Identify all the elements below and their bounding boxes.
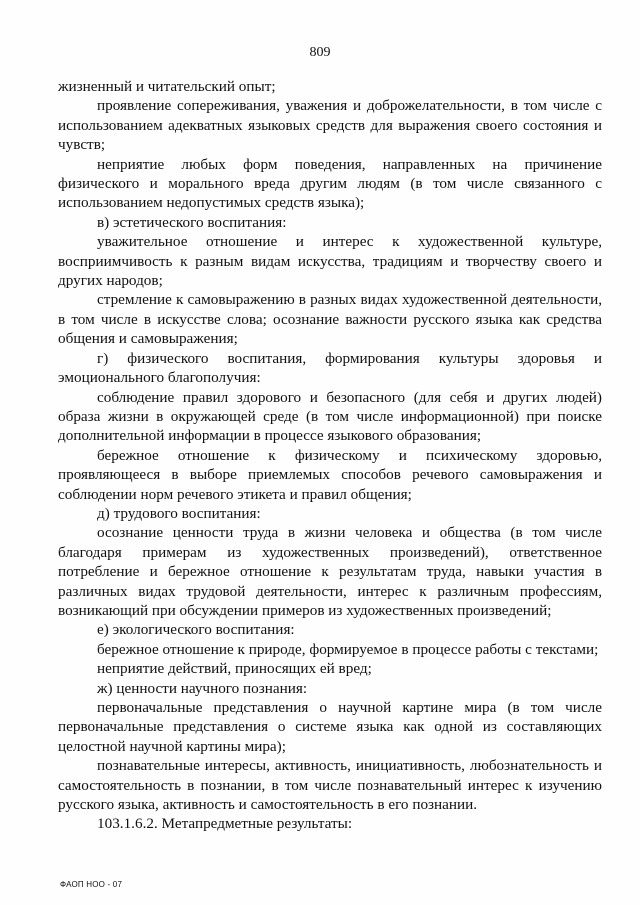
page-number: 809	[309, 45, 331, 60]
paragraph: неприятие действий, приносящих ей вред;	[97, 660, 372, 678]
paragraph: бережное отношение к природе, формируемое в процессе работы с текстами;	[97, 640, 599, 658]
section-heading: д) трудового воспитания:	[97, 504, 261, 522]
paragraph: стремление к самовыражению в разных видах художественной деятельности, в том числе в искусстве слова; осознание важности русского языка как средства общения и самовыражения;	[58, 291, 602, 348]
section-heading: ж) ценности научного познания:	[97, 679, 308, 697]
paragraph: проявление сопереживания, уважения и доброжелательности, в том числе с использованием адекватных языковых средств для выражения своего состояния и чувств;	[58, 97, 602, 154]
section-heading: в) эстетического воспитания:	[97, 213, 287, 231]
paragraph: неприятие любых форм поведения, направленных на причинение физического и морального вреда другим людям (в том числе связанного с использованием недопустимых средств языка);	[58, 155, 602, 212]
document-footer: ФАОП НОО - 07	[60, 880, 123, 889]
paragraph: соблюдение правил здорового и безопасного (для себя и других людей) образа жизни в окружающей среде (в том числе информационной) при поиске дополнительной информации в процессе языкового образования;	[58, 388, 602, 445]
paragraph: познавательные интересы, активность, инициативность, любознательность и самостоятельность в познании, в том числе познавательный интерес к изучению русского языка, активность и самостоятельность в его познании.	[58, 757, 602, 814]
paragraph: жизненный и читательский опыт;	[58, 78, 276, 95]
paragraph: бережное отношение к физическому и психическому здоровью, проявляющееся в выборе приемлемых способов речевого самовыражения и соблюдении норм речевого этикета и правил общения;	[58, 446, 602, 503]
paragraph: уважительное отношение и интерес к художественной культуре, восприимчивость к разным видам искусства, традициям и творчеству своего и других народов;	[58, 233, 602, 290]
body-text	[58, 77, 602, 834]
section-heading: г) физического воспитания, формирования культуры здоровья и эмоционального благополучия:	[58, 349, 602, 387]
section-heading: 103.1.6.2. Метапредметные результаты:	[97, 815, 353, 833]
paragraph: осознание ценности труда в жизни человека и общества (в том числе благодаря примерам из художественных произведений), ответственное потребление и бережное отношение к результатам труда, навыки участия в различных видах трудовой деятельности, интерес к различным профессиям, возникающий при обсуждении примеров из художественных произведений;	[58, 524, 602, 619]
paragraph: первоначальные представления о научной картине мира (в том числе первоначальные представления о системе языка как одной из составляющих целостной научной картины мира);	[58, 699, 602, 755]
section-heading: е) экологического воспитания:	[97, 621, 295, 639]
